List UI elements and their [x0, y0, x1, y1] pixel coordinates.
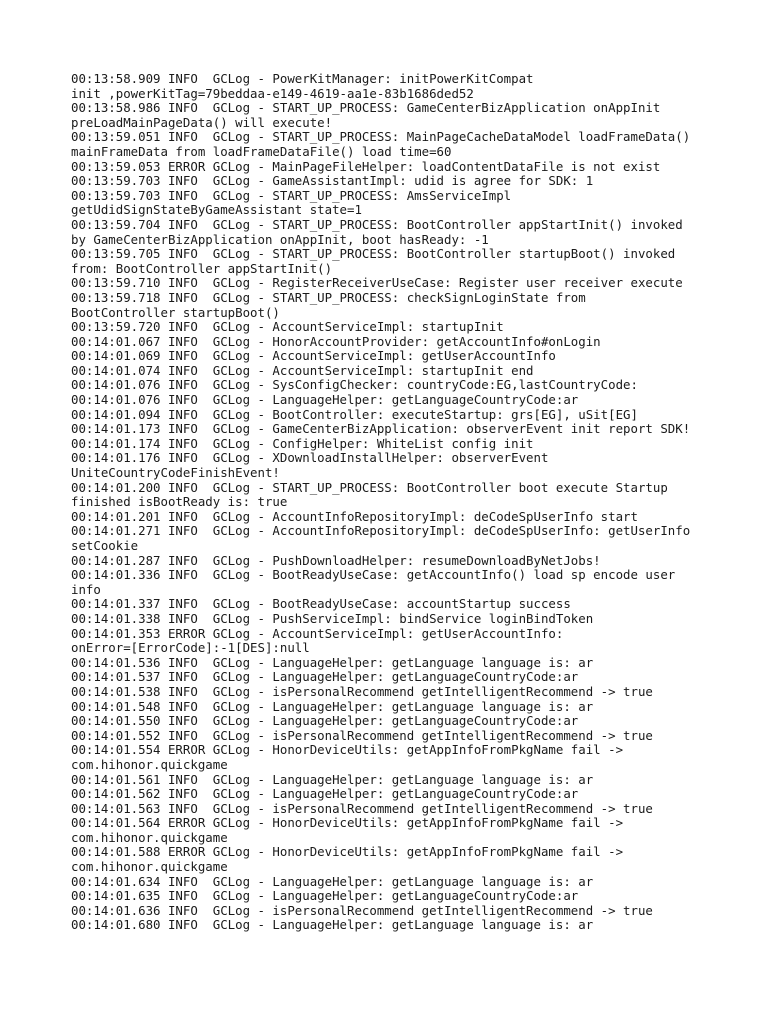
- log-line: 00:14:01.201 INFO GCLog - AccountInfoRepositoryImpl: deCodeSpUserInfo start: [71, 509, 638, 524]
- log-line: 00:14:01.200 INFO GCLog - START_UP_PROCESS: BootController boot execute Startup: [71, 480, 668, 495]
- log-line: 00:14:01.550 INFO GCLog - LanguageHelper: getLanguageCountryCode:ar: [71, 714, 579, 729]
- log-text-body: [71, 72, 731, 933]
- log-line: 00:14:01.636 INFO GCLog - isPersonalRecommend getIntelligentRecommend -> true: [71, 903, 653, 918]
- log-line: 00:14:01.538 INFO GCLog - isPersonalRecommend getIntelligentRecommend -> true: [71, 684, 653, 699]
- log-line: finished isBootReady is: true: [71, 495, 288, 510]
- log-line: preLoadMainPageData() will execute!: [71, 115, 333, 130]
- log-line: mainFrameData from loadFrameDataFile() load time=60: [71, 144, 452, 159]
- log-line: 00:14:01.548 INFO GCLog - LanguageHelper: getLanguage language is: ar: [71, 699, 594, 714]
- log-line: setCookie: [71, 539, 139, 553]
- log-line: 00:14:01.561 INFO GCLog - LanguageHelper: getLanguage language is: ar: [71, 772, 594, 787]
- log-line: 00:14:01.634 INFO GCLog - LanguageHelper: getLanguage language is: ar: [71, 874, 594, 889]
- log-line: 00:13:59.053 ERROR GCLog - MainPageFileHelper: loadContentDataFile is not exist: [71, 159, 661, 174]
- log-line: onError=[ErrorCode]:-1[DES]:null: [71, 641, 310, 656]
- log-line: 00:14:01.271 INFO GCLog - AccountInfoRepositoryImpl: deCodeSpUserInfo: getUserInfo: [71, 524, 691, 539]
- log-line: 00:14:01.287 INFO GCLog - PushDownloadHelper: resumeDownloadByNetJobs!: [71, 553, 601, 568]
- log-line: 00:13:59.718 INFO GCLog - START_UP_PROCESS: checkSignLoginState from: [71, 290, 586, 305]
- log-line: 00:14:01.076 INFO GCLog - SysConfigChecker: countryCode:EG,lastCountryCode:: [71, 378, 638, 393]
- log-line: 00:14:01.173 INFO GCLog - GameCenterBizApplication: observerEvent init report SDK!: [71, 422, 691, 437]
- log-line: 00:14:01.563 INFO GCLog - isPersonalRecommend getIntelligentRecommend -> true: [71, 801, 653, 816]
- log-line: 00:13:59.710 INFO GCLog - RegisterReceiverUseCase: Register user receiver execute: [71, 276, 683, 291]
- log-line: com.hihonor.quickgame: [71, 830, 228, 845]
- log-line: 00:14:01.552 INFO GCLog - isPersonalRecommend getIntelligentRecommend -> true: [71, 728, 653, 743]
- log-line: getUdidSignStateByGameAssistant state=1: [71, 203, 362, 218]
- log-line: 00:14:01.094 INFO GCLog - BootController: executeStartup: grs[EG], uSit[EG]: [71, 407, 638, 422]
- log-line: from: BootController appStartInit(): [71, 261, 333, 276]
- log-line: com.hihonor.quickgame: [71, 757, 228, 772]
- log-line: 00:14:01.338 INFO GCLog - PushServiceImpl: bindService loginBindToken: [71, 611, 594, 626]
- log-line: 00:14:01.074 INFO GCLog - AccountServiceImpl: startupInit end: [71, 363, 534, 378]
- log-line: 00:13:59.703 INFO GCLog - GameAssistantImpl: udid is agree for SDK: 1: [71, 174, 594, 189]
- log-line: 00:14:01.536 INFO GCLog - LanguageHelper: getLanguage language is: ar: [71, 655, 594, 670]
- log-line: 00:14:01.336 INFO GCLog - BootReadyUseCase: getAccountInfo() load sp encode user: [71, 568, 676, 583]
- log-line: 00:14:01.174 INFO GCLog - ConfigHelper: WhiteList config init: [71, 436, 534, 451]
- log-line: 00:14:01.337 INFO GCLog - BootReadyUseCase: accountStartup success: [71, 597, 571, 612]
- log-line: by GameCenterBizApplication onAppInit, boot hasReady: -1: [71, 232, 489, 247]
- log-line: 00:14:01.564 ERROR GCLog - HonorDeviceUtils: getAppInfoFromPkgName fail ->: [71, 816, 624, 831]
- log-line: 00:13:59.720 INFO GCLog - AccountServiceImpl: startupInit: [71, 320, 504, 335]
- log-line: info: [71, 582, 101, 597]
- log-line: 00:13:58.986 INFO GCLog - START_UP_PROCESS: GameCenterBizApplication onAppInit: [71, 101, 661, 116]
- log-line: 00:14:01.537 INFO GCLog - LanguageHelper: getLanguageCountryCode:ar: [71, 670, 579, 685]
- log-line: 00:13:59.051 INFO GCLog - START_UP_PROCESS: MainPageCacheDataModel loadFrameData(): [71, 130, 691, 145]
- log-line: init ,powerKitTag=79beddaa-e149-4619-aa1e-83b1686ded52: [71, 86, 474, 101]
- log-line: 00:14:01.635 INFO GCLog - LanguageHelper: getLanguageCountryCode:ar: [71, 889, 579, 904]
- log-line: 00:13:59.704 INFO GCLog - START_UP_PROCESS: BootController appStartInit() invoked: [71, 217, 683, 232]
- log-line: 00:14:01.562 INFO GCLog - LanguageHelper: getLanguageCountryCode:ar: [71, 787, 579, 802]
- log-line: 00:13:58.909 INFO GCLog - PowerKitManager: initPowerKitCompat: [71, 72, 534, 86]
- log-line: UniteCountryCodeFinishEvent!: [71, 466, 280, 481]
- log-line: 00:13:59.703 INFO GCLog - START_UP_PROCESS: AmsServiceImpl: [71, 188, 512, 203]
- log-line: 00:13:59.705 INFO GCLog - START_UP_PROCESS: BootController startupBoot() invoked: [71, 247, 676, 262]
- log-line: BootController startupBoot(): [71, 305, 280, 320]
- log-line: 00:14:01.069 INFO GCLog - AccountServiceImpl: getUserAccountInfo: [71, 349, 556, 364]
- log-line: 00:14:01.353 ERROR GCLog - AccountServiceImpl: getUserAccountInfo:: [71, 626, 564, 641]
- log-line: 00:14:01.588 ERROR GCLog - HonorDeviceUtils: getAppInfoFromPkgName fail ->: [71, 845, 624, 860]
- log-line: 00:14:01.554 ERROR GCLog - HonorDeviceUtils: getAppInfoFromPkgName fail ->: [71, 743, 624, 758]
- log-line: 00:14:01.067 INFO GCLog - HonorAccountProvider: getAccountInfo#onLogin: [71, 334, 601, 349]
- log-line: 00:14:01.176 INFO GCLog - XDownloadInstallHelper: observerEvent: [71, 451, 549, 466]
- log-line: com.hihonor.quickgame: [71, 860, 228, 875]
- log-line: 00:14:01.680 INFO GCLog - LanguageHelper: getLanguage language is: ar: [71, 918, 594, 933]
- log-line: 00:14:01.076 INFO GCLog - LanguageHelper: getLanguageCountryCode:ar: [71, 393, 579, 408]
